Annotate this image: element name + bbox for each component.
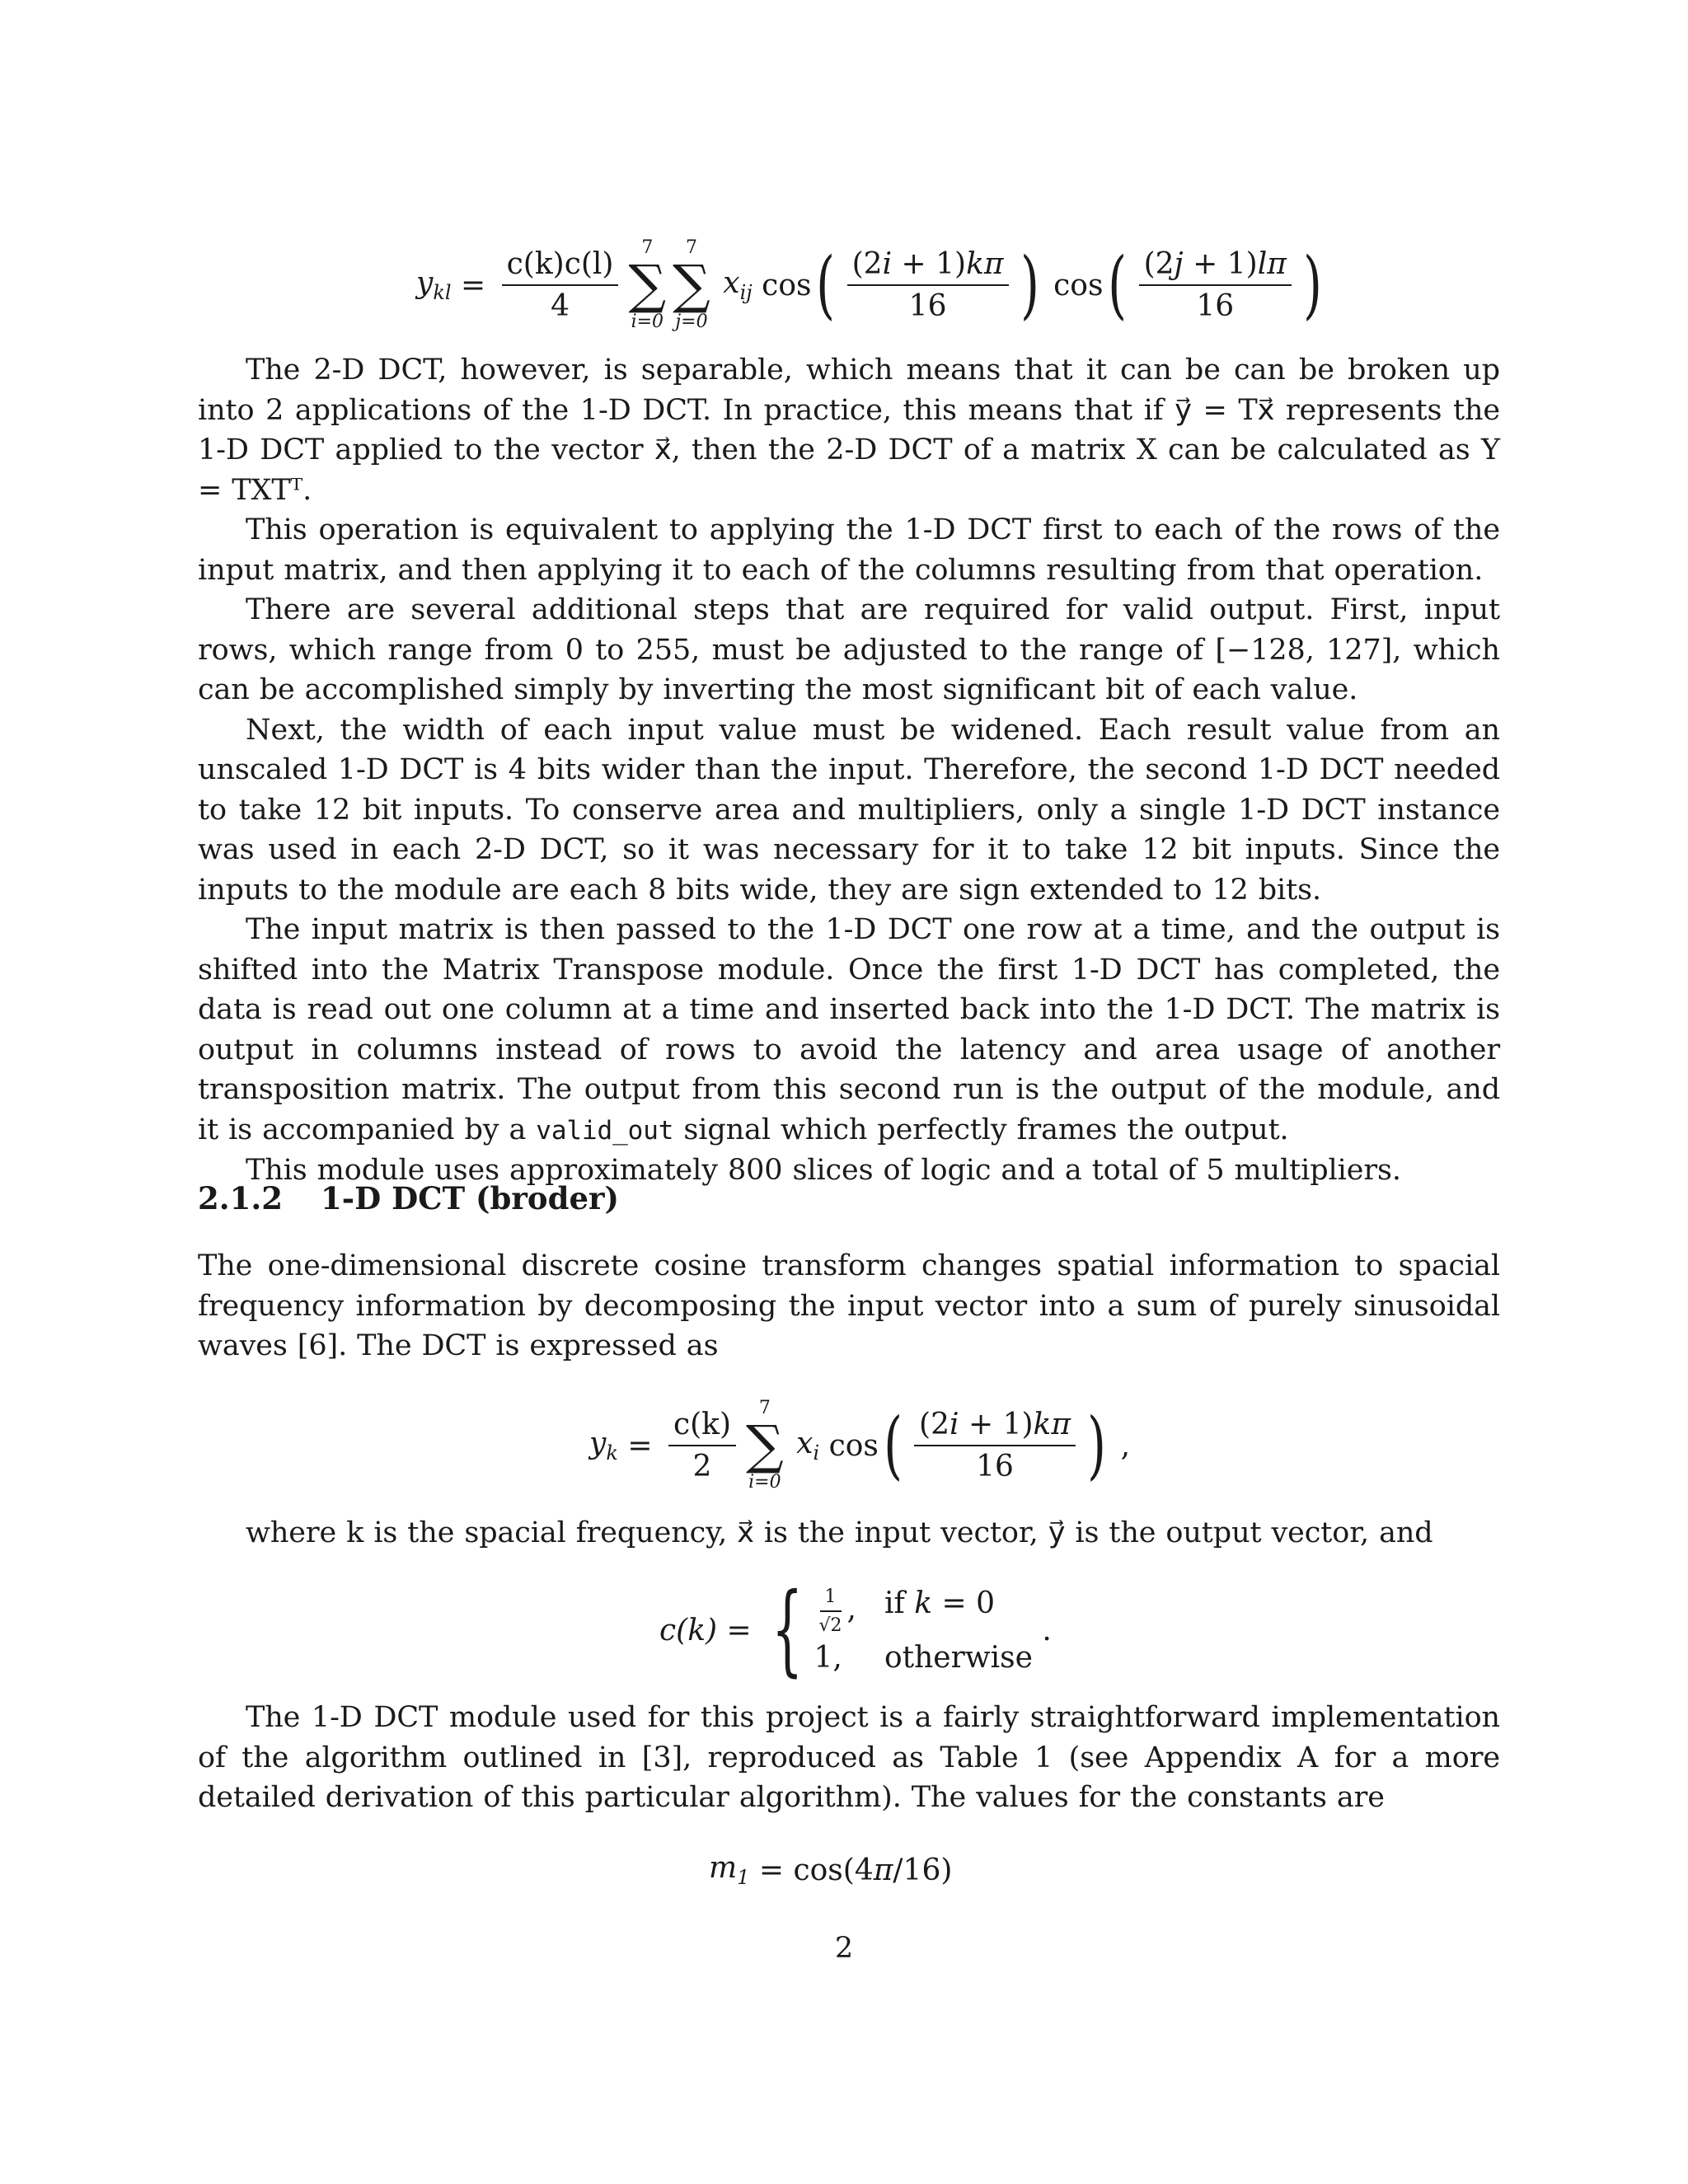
equation-m1: $m_1$ = cos(4 π /16) xyxy=(709,1851,953,1890)
section-title: 1-D DCT (broder) xyxy=(321,1180,619,1216)
paragraph-where: where k is the spacial frequency, x⃗ is the input vector, y⃗ is the output vector, and xyxy=(246,1516,1433,1549)
paragraph-dct-intro: The one-dimensional discrete cosine transform changes spatial information to spacial frequency information by decomposing the input vector into a sum of purely sinusoidal waves [6]. The DCT is expressed as xyxy=(198,1249,1500,1362)
page-number: 2 xyxy=(834,1932,854,1965)
paragraph-transpose-text: The input matrix is then passed to the 1-D DCT one row at a time, and the output is shifted into the Matrix Transpose module. Once the first 1-D DCT has completed, the data is read out one column at a time and inserted back into the 1-D DCT. The matrix is output in columns instead of rows to avoid the latency and area usage of another transposition matrix. The output from this second run is the output of the module, and it is accompanied by a xyxy=(198,913,1500,1146)
equation-1d-dct: $y_k$ = $\frac{c(k)}{2}$ 7 ∑ i=0 $x_i$ cos ( $\frac{(2i + 1)k\pi}{16}$ ) , xyxy=(589,1398,1131,1493)
paragraph-transpose-text-end: signal which perfectly frames the output. xyxy=(683,1113,1289,1146)
equation-ck: c(k) = { $\frac{1}{√2}$ , if k = 0 1, otherwise . xyxy=(659,1572,1052,1687)
paragraph-rows-columns: This operation is equivalent to applying the 1-D DCT first to each of the rows of the input matrix, and then applying it to each of the columns resulting from that operation. xyxy=(198,513,1500,587)
section-number: 2.1.2 xyxy=(198,1180,283,1216)
code-valid-out: valid_out xyxy=(536,1115,674,1146)
section-heading xyxy=(198,1180,619,1216)
paragraph-transpose xyxy=(198,910,1500,1151)
paragraph-resources: This module uses approximately 800 slices of logic and a total of 5 multipliers. xyxy=(246,1154,1401,1187)
paragraph-input-width: Next, the width of each input value must be widened. Each result value from an unscaled 1-D DCT is 4 bits wider than the input. Therefore, the second 1-D DCT needed to take 12 bit inputs. To conserve area and multipliers, only a single 1-D DCT instance was used in each 2-D DCT, so it was necessary for it to take 12 bit inputs. Since the inputs to the module are each 8 bits wide, they are sign extended to 12 bits. xyxy=(198,713,1500,907)
paragraph-additional-steps: There are several additional steps that are required for valid output. First, input rows, which range from 0 to 255, must be adjusted to the range of [−128, 127], which can be accomplished simply by inverting the most significant bit of each value. xyxy=(198,593,1500,706)
equation-2d-dct: $y_{kl}$ = $\frac{c(k)c(l)}{4}$ 7 ∑ i=0 7 ∑ j=0 $x_{ij}$ cos ( $\frac{(2i + 1)k\pi}{16}$ ) cos ( $\frac{(2j + 1)l\pi}{16}$ ) xyxy=(416,237,1322,332)
paragraph-separable: The 2-D DCT, however, is separable, which means that it can be can be broken up into 2 applications of the 1-D DCT. In practice, this means that if y⃗ = Tx⃗ represents the 1-D DCT applied to the vector x⃗, then the 2-D DCT of a matrix X can be calculated as Y = TXTᵀ. xyxy=(198,354,1500,507)
paragraph-module-implementation: The 1-D DCT module used for this project is a fairly straightforward implementation of the algorithm outlined in [3], reproduced as Table 1 (see Appendix A for a more detailed derivation of this particular algorithm). The values for the constants are xyxy=(198,1701,1500,1814)
